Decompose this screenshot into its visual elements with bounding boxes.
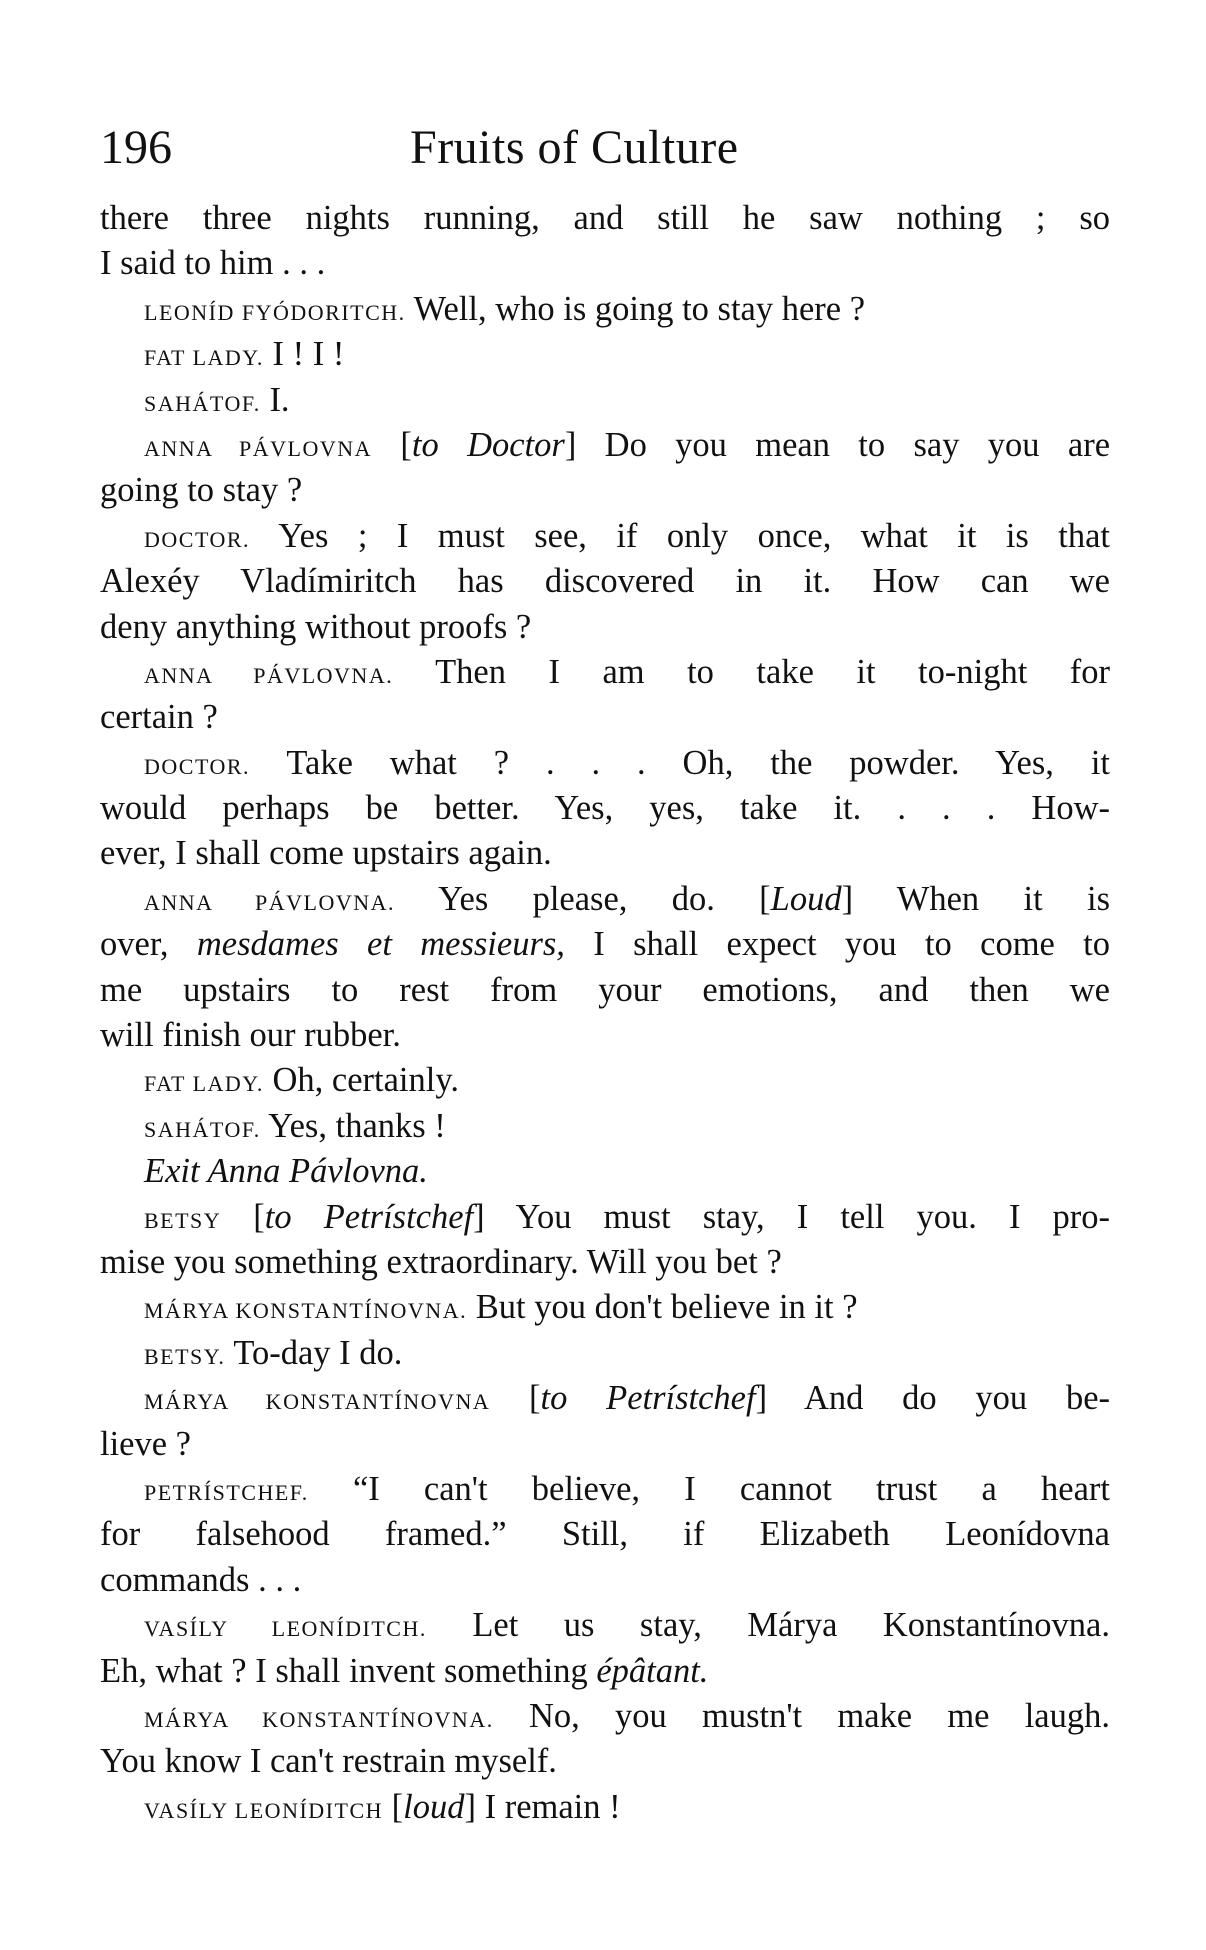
line-text: will finish our rubber.: [100, 1016, 401, 1055]
line-text: Then I am to take it to-night for: [393, 652, 1111, 691]
text-line: [100, 1558, 1110, 1603]
speech-line: [100, 287, 1110, 332]
speech-line: [100, 332, 1110, 377]
line-text: “I can't believe, I cannot trust a heart: [308, 1469, 1110, 1508]
line-text: Let us stay, Márya Konstantínovna.: [426, 1606, 1110, 1645]
line-text: I.: [260, 380, 290, 419]
stage-direction-bracketed: [loud]: [391, 1787, 476, 1826]
speaker-name: ANNA PÁVLOVNA: [144, 435, 373, 461]
text-line: [100, 196, 1110, 241]
speaker-name: MÁRYA KONSTANTÍNOVNA: [144, 1389, 491, 1415]
speech-line: [100, 378, 1110, 423]
speaker-name: DOCTOR.: [144, 753, 251, 779]
line-text: But you don't believe in it ?: [467, 1288, 858, 1327]
speaker-name: FAT LADY.: [144, 345, 264, 371]
line-text: there three nights running, and still he saw nothing ; so: [100, 199, 1110, 237]
stage-direction: to Petrístchef: [264, 1197, 474, 1236]
line-text: I remain !: [475, 1787, 621, 1826]
line-text: I ! I !: [263, 335, 345, 374]
line-text: Take what ? . . . Oh, the powder. Yes, it: [250, 743, 1110, 782]
speaker-name: SAHÁTOF.: [144, 1116, 261, 1142]
line-text-after: I shall expect you to come to: [564, 925, 1110, 964]
page-number: 196: [100, 121, 172, 174]
speaker-name: ANNA PÁVLOVNA.: [144, 662, 394, 688]
speech-line: [100, 1058, 1110, 1103]
text-line: [100, 1149, 1110, 1194]
text-line: [100, 1013, 1110, 1058]
speech-line: [100, 877, 1110, 922]
text-line: [100, 241, 1110, 286]
line-text-after: When it is: [853, 879, 1110, 918]
stage-direction: to Petrístchef: [540, 1379, 756, 1418]
speech-line: [100, 1104, 1110, 1149]
text-line: [100, 786, 1110, 831]
speech-line: [100, 1331, 1110, 1376]
speech-line: [100, 741, 1110, 786]
line-text: Yes ; I must see, if only once, what it is that: [250, 516, 1110, 555]
stage-direction-bracketed: [to Petrístchef]: [253, 1197, 485, 1236]
speaker-name: FAT LADY.: [144, 1071, 264, 1097]
line-text: And do you be-: [767, 1379, 1110, 1418]
text-line: [100, 968, 1110, 1013]
line-text: for falsehood framed.” Still, if Elizabeth Leonídovna: [100, 1515, 1110, 1554]
speaker-name: LEONÍD FYÓDORITCH.: [144, 299, 406, 325]
line-text: You must stay, I tell you. I pro-: [484, 1197, 1111, 1236]
line-text: over,: [100, 925, 197, 964]
line-text: going to stay ?: [100, 471, 303, 510]
speech-line: [100, 1285, 1110, 1330]
speech-line: [100, 1694, 1110, 1739]
text-line: [100, 922, 1110, 967]
text-line: [100, 1422, 1110, 1467]
line-text: Alexéy Vladímiritch has discovered in it. How can we: [100, 562, 1110, 601]
line-text: To-day I do.: [225, 1333, 403, 1372]
running-title: Fruits of Culture: [410, 121, 739, 174]
speaker-name: MÁRYA KONSTANTÍNOVNA.: [144, 1298, 468, 1324]
line-text: No, you mustn't make me laugh.: [493, 1696, 1110, 1735]
line-text: Yes please, do.: [395, 879, 760, 918]
line-text: mise you something extraordinary. Will you bet ?: [100, 1242, 782, 1281]
stage-direction-bracketed: [Loud]: [759, 879, 854, 918]
stage-direction: to Doctor: [411, 425, 565, 464]
line-text: You know I can't restrain myself.: [100, 1742, 557, 1781]
speech-line: [100, 1195, 1110, 1240]
stage-direction-bracketed: [to Petrístchef]: [529, 1379, 768, 1418]
page-header: [100, 118, 1110, 178]
play-text: [100, 196, 1110, 1830]
text-line: [100, 468, 1110, 513]
line-text: certain ?: [100, 698, 218, 737]
speech-line: [100, 514, 1110, 559]
speaker-name: VASÍLY LEONÍDITCH.: [144, 1616, 427, 1642]
stage-direction-bracketed: [to Doctor]: [400, 425, 577, 464]
speaker-name: PETRÍSTCHEF.: [144, 1479, 309, 1505]
speaker-name: BETSY.: [144, 1343, 226, 1369]
speaker-name: VASÍLY LEONÍDITCH: [144, 1797, 384, 1823]
speech-line: [100, 1467, 1110, 1512]
text-line: [100, 695, 1110, 740]
italic-text: mesdames et messieurs,: [196, 925, 565, 964]
speaker-name: SAHÁTOF.: [144, 390, 261, 416]
text-line: [100, 1512, 1110, 1557]
speech-line: [100, 650, 1110, 695]
line-text: commands . . .: [100, 1560, 302, 1599]
speech-line: [100, 1603, 1110, 1648]
line-text: me upstairs to rest from your emotions, and then we: [100, 970, 1110, 1009]
speaker-name: ANNA PÁVLOVNA.: [144, 889, 396, 915]
speaker-name: DOCTOR.: [144, 526, 251, 552]
text-line: [100, 1739, 1110, 1784]
line-text: I said to him . . .: [100, 244, 326, 283]
line-text: Yes, thanks !: [260, 1106, 446, 1145]
stage-direction: Loud: [770, 879, 842, 918]
speaker-name: MÁRYA KONSTANTÍNOVNA.: [144, 1706, 494, 1732]
italic-text: épâtant.: [596, 1651, 709, 1690]
line-text: Eh, what ? I shall invent something: [100, 1651, 597, 1690]
line-text: ever, I shall come upstairs again.: [100, 834, 552, 873]
text-line: [100, 1240, 1110, 1285]
italic-text: Exit Anna Pávlovna.: [144, 1152, 428, 1191]
line-text: Do you mean to say you are: [576, 425, 1111, 464]
speech-line: [100, 1376, 1110, 1421]
speech-line: [100, 1785, 1110, 1830]
text-line: [100, 831, 1110, 876]
line-text: Oh, certainly.: [263, 1061, 459, 1100]
text-line: [100, 1649, 1110, 1694]
line-text: deny anything without proofs ?: [100, 607, 532, 646]
speech-line: [100, 423, 1110, 468]
stage-direction: loud: [403, 1787, 465, 1826]
speaker-name: BETSY: [144, 1207, 222, 1233]
line-text: would perhaps be better. Yes, yes, take it. . . . How-: [100, 789, 1110, 828]
text-line: [100, 605, 1110, 650]
line-text: lieve ?: [100, 1424, 191, 1463]
text-line: [100, 559, 1110, 604]
line-text: Well, who is going to stay here ?: [405, 289, 866, 328]
